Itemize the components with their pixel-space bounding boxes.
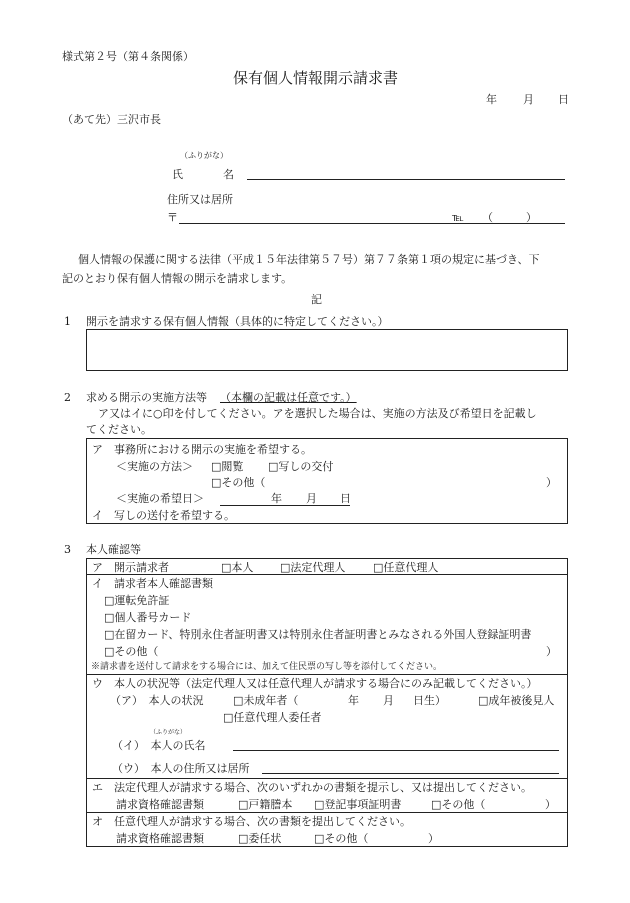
voluntary-principal-checkbox[interactable]: □任意代理人委任者 <box>223 711 322 724</box>
date-month-label: 月 <box>523 93 534 106</box>
voluntary-agent-other-close: ） <box>428 832 439 845</box>
section2-number: 2 <box>64 391 71 404</box>
person-address-label: （ウ） 本人の住所又は居所 <box>112 762 250 775</box>
requester-self-checkbox[interactable]: □本人 <box>221 561 254 574</box>
divider <box>86 574 568 575</box>
divider <box>86 812 568 813</box>
ki-label: 記 <box>311 293 322 306</box>
legal-agent-docs-sub: 請求資格確認書類 <box>116 798 204 811</box>
desired-date-label: ＜実施の希望日＞ <box>116 492 204 505</box>
person-name-furigana: （ふりがな） <box>150 729 187 736</box>
birth-month-label: 月 <box>383 694 394 707</box>
birth-year-label: 年 <box>348 694 359 707</box>
section2-option-a[interactable]: ア 事務所における開示の実施を希望する。 <box>92 443 312 456</box>
section2-instruction-1: ア又はイに○印を付してください。アを選択した場合は、実施の方法及び希望日を記載し <box>98 407 537 420</box>
form-number: 様式第２号（第４条関係） <box>62 50 194 63</box>
section3-heading: 本人確認等 <box>86 543 141 556</box>
requester-type-label: ア 開示請求者 <box>92 561 169 574</box>
desired-date-month: 月 <box>306 492 317 505</box>
person-name-label: （イ） 本人の氏名 <box>112 739 206 752</box>
family-register-checkbox[interactable]: □戸籍謄本 <box>238 798 293 811</box>
method-other-checkbox[interactable]: □その他（ <box>211 476 266 489</box>
registry-certificate-checkbox[interactable]: □登記事項証明書 <box>314 798 402 811</box>
doc-other-checkbox[interactable]: □その他（ <box>104 645 159 658</box>
desired-date-field-line[interactable] <box>220 505 350 506</box>
person-address-field-line[interactable] <box>262 773 559 774</box>
method-view-checkbox[interactable]: □閲覧 <box>211 460 244 473</box>
person-name-field-line[interactable] <box>233 750 559 751</box>
furigana-label: （ふりがな） <box>180 151 228 160</box>
person-status-sub-a: （ア） 本人の状況 <box>110 694 204 707</box>
birth-day-label: 日生） <box>413 694 446 707</box>
section1-heading: 開示を請求する保有個人情報（具体的に特定してください。） <box>86 315 389 328</box>
postal-mark: 〒 <box>167 211 178 224</box>
desired-date-year: 年 <box>271 492 282 505</box>
tel-icon: ℡ <box>452 211 464 224</box>
method-label: ＜実施の方法＞ <box>116 460 193 473</box>
doc-other-close: ） <box>546 645 557 658</box>
power-of-attorney-checkbox[interactable]: □委任状 <box>238 832 282 845</box>
divider <box>86 778 568 779</box>
doc-residence-card-checkbox[interactable]: □在留カード、特別永住者証明書又は特別永住者証明書とみなされる外国人登録証明書 <box>104 628 532 641</box>
intro-line-1: 個人情報の保護に関する法律（平成１５年法律第５７号）第７７条第１項の規定に基づき、下 <box>78 253 540 266</box>
doc-my-number-card-checkbox[interactable]: □個人番号カード <box>104 611 192 624</box>
address-label: 住所又は居所 <box>167 193 233 206</box>
requested-info-field[interactable] <box>86 329 568 371</box>
date-year-label: 年 <box>486 93 497 106</box>
desired-date-day: 日 <box>340 492 351 505</box>
page-title: 保有個人情報開示請求書 <box>233 69 399 87</box>
date-day-label: 日 <box>558 93 569 106</box>
doc-drivers-license-checkbox[interactable]: □運転免許証 <box>104 594 170 607</box>
section2-instruction-2: てください。 <box>86 423 152 436</box>
adult-ward-checkbox[interactable]: □成年被後見人 <box>478 694 555 707</box>
voluntary-agent-docs-label: オ 任意代理人が請求する場合、次の書類を提出してください。 <box>92 815 411 828</box>
name-label-2: 名 <box>223 168 234 181</box>
section2-heading: 求める開示の実施方法等 <box>86 391 207 404</box>
method-copy-checkbox[interactable]: □写しの交付 <box>268 460 334 473</box>
section2-heading-note: （本欄の記載は任意です。） <box>220 391 357 404</box>
name-label-1: 氏 <box>172 168 183 181</box>
legal-agent-other-close: ） <box>545 798 556 811</box>
legal-agent-other-checkbox[interactable]: □その他（ <box>431 798 486 811</box>
legal-agent-docs-label: エ 法定代理人が請求する場合、次のいずれかの書類を提示し、又は提出してください。 <box>92 781 532 794</box>
intro-line-2: 記のとおり保有個人情報の開示を請求します。 <box>62 272 293 285</box>
requester-legal-agent-checkbox[interactable]: □法定代理人 <box>280 561 346 574</box>
method-other-close: ） <box>546 476 557 489</box>
minor-checkbox[interactable]: □未成年者（ <box>233 694 299 707</box>
requester-voluntary-agent-checkbox[interactable]: □任意代理人 <box>373 561 439 574</box>
addressee: （あて先）三沢市長 <box>62 113 161 126</box>
tel-paren: （ ） <box>482 211 537 224</box>
section3-number: 3 <box>64 543 71 556</box>
voluntary-agent-docs-sub: 請求資格確認書類 <box>116 832 204 845</box>
id-docs-label: イ 請求者本人確認書類 <box>92 577 213 590</box>
residence-certificate-note: ※請求書を送付して請求をする場合には、加えて住民票の写し等を添付してください。 <box>91 662 443 672</box>
section2-option-i[interactable]: イ 写しの送付を希望する。 <box>92 509 235 522</box>
voluntary-agent-other-checkbox[interactable]: □その他（ <box>314 832 369 845</box>
divider <box>86 674 568 675</box>
section1-number: 1 <box>64 315 71 328</box>
person-status-label: ウ 本人の状況等（法定代理人又は任意代理人が請求する場合にのみ記載してください。） <box>92 677 538 690</box>
name-field-line[interactable] <box>247 179 565 180</box>
